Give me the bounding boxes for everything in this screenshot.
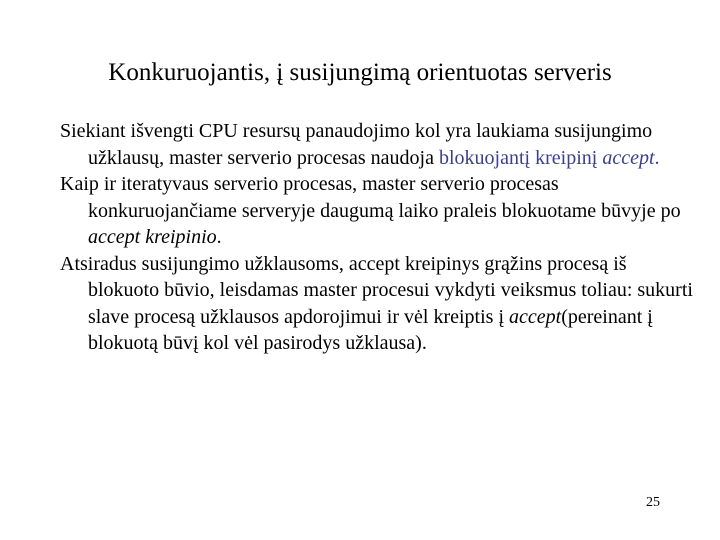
paragraph-1-period: . [654, 146, 660, 169]
paragraph-3-tail: (pereinant į blokuotą būvį kol vėl pasirodys užklausa). [88, 305, 653, 354]
accept-keyword-2: accept [509, 305, 562, 328]
paragraph-3 [60, 251, 700, 357]
accept-keyword: accept [602, 146, 655, 169]
paragraph-3-text: Atsiradus susijungimo užklausoms, accept kreipinys grąžins procesą iš blokuoto būvio, leisdamas master procesui vykdyti veiksmus toliau: sukurti slave procesą užklausos apdorojimui ir vėl kreiptis į [60, 252, 693, 328]
paragraph-1 [60, 118, 700, 171]
slide-number: 25 [646, 495, 660, 510]
paragraph-2-period: . [216, 226, 222, 248]
slide-body [60, 118, 700, 357]
paragraph-2 [60, 171, 700, 251]
paragraph-1-text: Siekiant išvengti CPU resursų panaudojimo kol yra laukiama susijungimo užklausų, master serverio procesas naudoja [60, 120, 653, 169]
slide-title: Konkuruojantis, į susijungimą orientuotas serveris [108, 59, 612, 86]
blocking-call-text: blokuojantį kreipinį [439, 146, 603, 169]
paragraph-2-text: Kaip ir iteratyvaus serverio procesas, master serverio procesas konkuruojančiame serveryje daugumą laiko praleis blokuotame būvyje po [60, 173, 681, 222]
accept-call-keyword: accept kreipinio [88, 226, 217, 248]
